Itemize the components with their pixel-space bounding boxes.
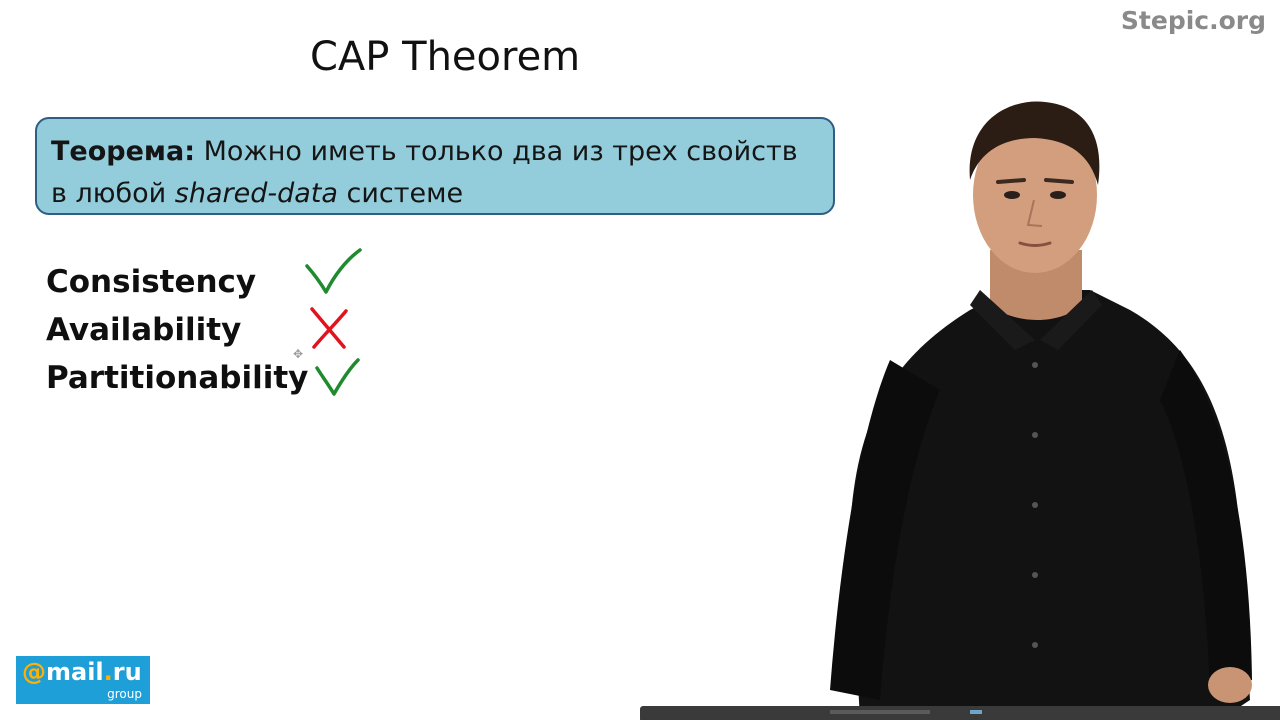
theorem-line2-italic: shared-data (174, 178, 338, 209)
check-mark-icon-consistency (300, 246, 370, 298)
cross-mark-icon-availability (306, 305, 356, 353)
logo-wordmark: @mail.ru (22, 658, 142, 686)
laptop-edge (640, 702, 1280, 720)
theorem-box (35, 117, 835, 215)
logo-subtitle: group (107, 687, 142, 701)
property-availability: Availability (46, 312, 242, 348)
slide-title: CAP Theorem (310, 34, 581, 80)
theorem-line2-prefix: в любой (51, 178, 175, 209)
theorem-label: Теорема: (51, 136, 196, 167)
property-partitionability: Partitionability (46, 360, 309, 396)
theorem-line-2 (51, 173, 819, 215)
theorem-line2-suffix: системе (337, 178, 464, 209)
presenter-image (820, 100, 1280, 720)
theorem-line-1 (51, 131, 819, 173)
property-list (46, 258, 308, 402)
mailru-group-logo (16, 656, 150, 704)
watermark: Stepic.org (1120, 6, 1266, 35)
check-mark-icon-partitionability (312, 356, 364, 400)
theorem-text: Можно иметь только два из трех свойств (195, 136, 798, 167)
cursor-crosshair-icon: ✥ (293, 347, 304, 361)
property-consistency: Consistency (46, 264, 257, 300)
